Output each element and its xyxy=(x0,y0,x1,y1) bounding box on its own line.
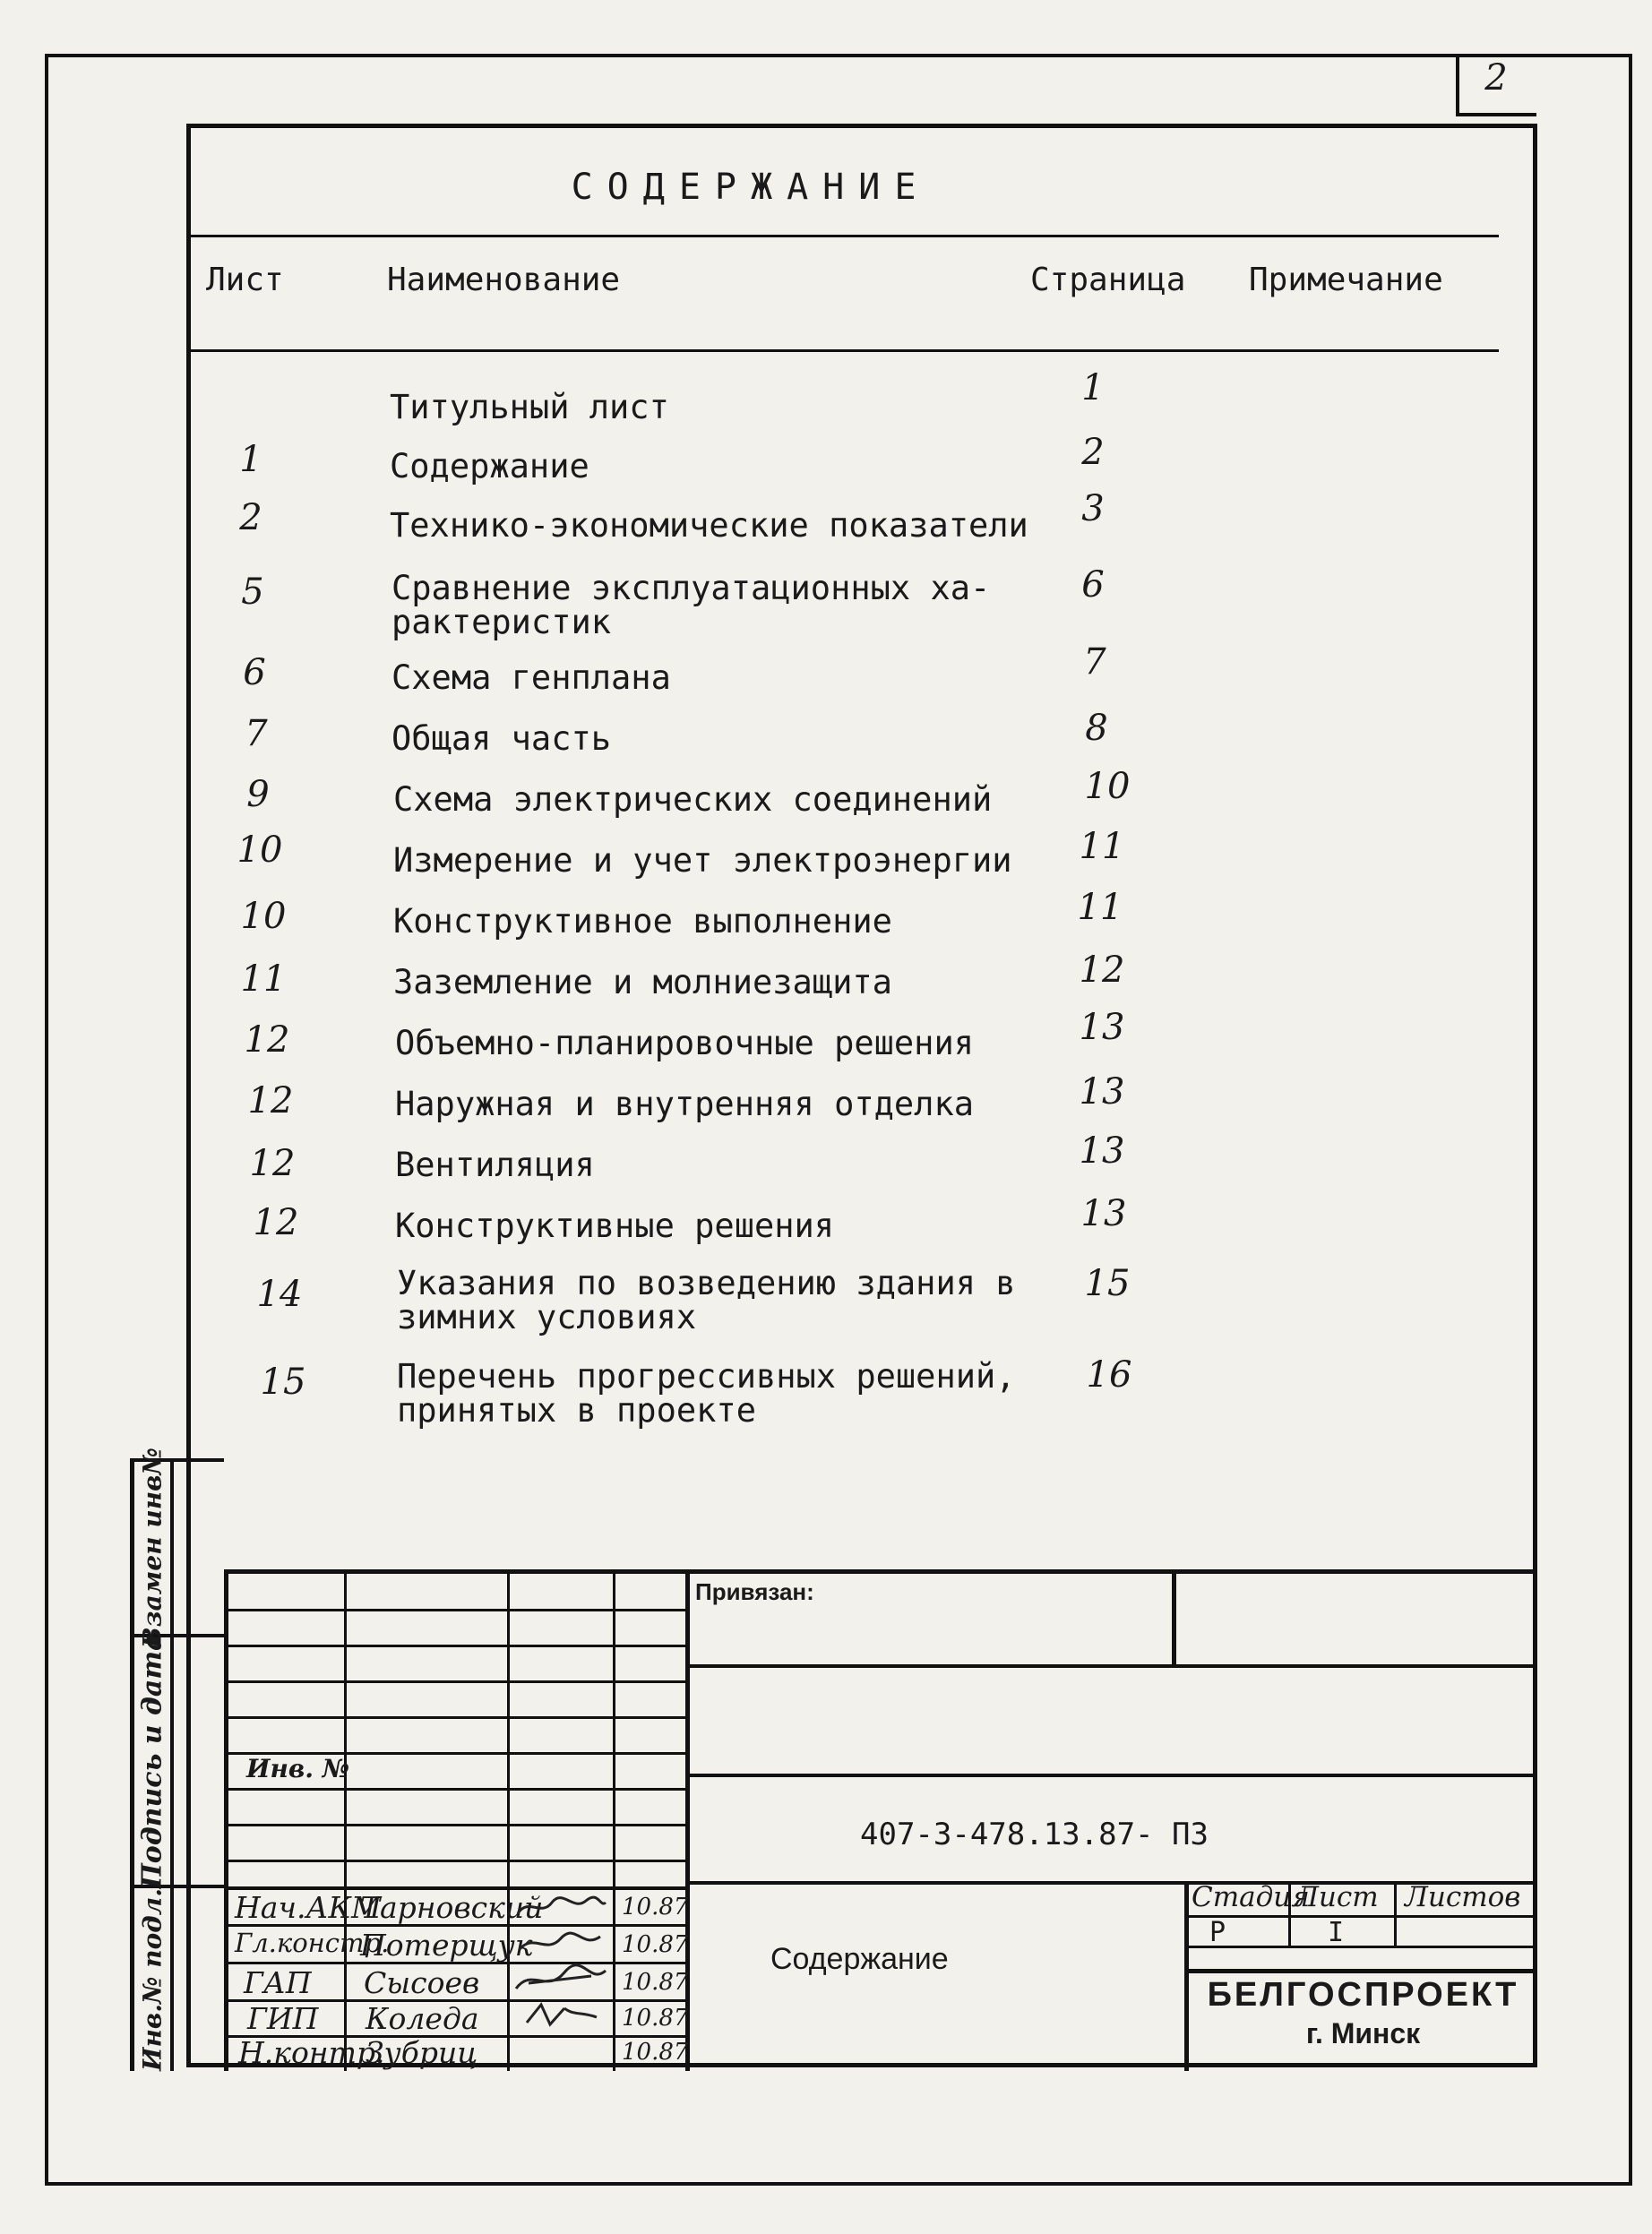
toc-sheet-number: 11 xyxy=(240,958,287,1000)
toc-entry-name: Содержание xyxy=(390,447,589,485)
toc-sheet-number: 10 xyxy=(240,896,287,937)
signature-date: 10.87 xyxy=(622,2005,689,2032)
stage-label: Стадия xyxy=(1192,1881,1310,1913)
toc-page-number: 13 xyxy=(1079,1007,1125,1048)
toc-sheet-number: 7 xyxy=(245,713,268,754)
toc-page-number: 13 xyxy=(1079,1130,1125,1172)
sheet-label: Лист xyxy=(1295,1881,1379,1913)
toc-sheet-number: 2 xyxy=(239,497,262,538)
toc-page-number: 11 xyxy=(1077,887,1123,928)
toc-entry-name: Заземление и молниезащита xyxy=(393,963,892,1001)
organization-city: г. Минск xyxy=(1305,2017,1421,2049)
toc-entry-name: Сравнение эксплуатационных ха- рактеристик xyxy=(391,569,991,641)
toc-entry-name: Конструктивное выполнение xyxy=(393,902,892,941)
toc-sheet-number: 12 xyxy=(249,1143,296,1184)
column-header-name: Наименование xyxy=(387,262,621,298)
toc-sheet-number: 9 xyxy=(246,774,270,815)
sheet-name: Содержание xyxy=(770,1942,949,1976)
sheet-value: I xyxy=(1328,1917,1345,1948)
toc-entry-name: Объемно-планировочные решения xyxy=(395,1024,975,1062)
toc-entry-name: Схема генплана xyxy=(391,658,671,697)
toc-entry-name: Схема электрических соединений xyxy=(393,780,993,819)
toc-sheet-number: 15 xyxy=(260,1362,306,1403)
signature-date: 10.87 xyxy=(622,1894,689,1920)
title-divider xyxy=(191,235,1499,237)
page-number: 2 xyxy=(1484,57,1508,99)
toc-entry-name: Указания по возведению здания в зимних условиях xyxy=(397,1264,1016,1336)
toc-entry-name: Титульный лист xyxy=(390,388,669,426)
signature-role: Нач.АКМ xyxy=(235,1890,382,1925)
toc-entry-name: Технико-экономические показатели xyxy=(390,506,1028,545)
toc-sheet-number: 6 xyxy=(243,652,266,693)
signature-name: Тарновский xyxy=(360,1890,544,1925)
attached-label: Привязан: xyxy=(695,1578,814,1605)
stage-value: Р xyxy=(1209,1917,1226,1948)
inventory-original-label: Инв.№ подл. xyxy=(137,1888,168,2071)
signature-name: Коледа xyxy=(366,2001,479,2036)
column-header-page: Страница xyxy=(1030,262,1186,298)
toc-sheet-number: 14 xyxy=(256,1274,303,1315)
page-title: СОДЕРЖАНИЕ xyxy=(571,167,931,208)
handwritten-signatures xyxy=(511,1890,611,2069)
toc-page-number: 12 xyxy=(1079,949,1125,991)
signature-role: Гл.констр. xyxy=(235,1928,390,1958)
document-code: 407-3-478.13.87- ПЗ xyxy=(860,1817,1209,1852)
toc-sheet-number: 1 xyxy=(239,439,262,480)
toc-page-number: 2 xyxy=(1081,432,1105,473)
toc-page-number: 6 xyxy=(1081,564,1105,606)
toc-entry-name: Наружная и внутренняя отделка xyxy=(395,1085,975,1123)
signature-date: 10.87 xyxy=(622,1931,689,1958)
signature-name: Сысоев xyxy=(364,1965,480,2000)
signature-role: Н.контр. xyxy=(238,2035,385,2070)
organization-name: БЕЛГОСПРОЕКТ xyxy=(1207,1976,1519,2014)
column-header-note: Примечание xyxy=(1249,262,1443,298)
toc-page-number: 16 xyxy=(1086,1354,1132,1396)
toc-page-number: 13 xyxy=(1079,1071,1125,1113)
toc-sheet-number: 5 xyxy=(241,571,264,613)
signature-role: ГАП xyxy=(244,1965,312,2000)
toc-entry-name: Вентиляция xyxy=(395,1146,595,1184)
toc-page-number: 1 xyxy=(1081,367,1105,408)
toc-entry-name: Измерение и учет электроэнергии xyxy=(393,841,1012,880)
column-header-sheet: Лист xyxy=(206,262,284,298)
toc-sheet-number: 12 xyxy=(247,1080,294,1121)
signature-date: 10.87 xyxy=(622,2039,689,2066)
toc-sheet-number: 12 xyxy=(253,1202,299,1243)
toc-page-number: 8 xyxy=(1085,708,1108,749)
toc-entry-name: Общая часть xyxy=(391,719,612,758)
signature-name: Потерщук xyxy=(360,1928,533,1963)
header-divider xyxy=(191,349,1499,352)
toc-sheet-number: 10 xyxy=(237,829,283,871)
toc-page-number: 10 xyxy=(1084,766,1131,807)
signature-role: ГИП xyxy=(247,2001,319,2036)
toc-page-number: 15 xyxy=(1084,1263,1131,1304)
toc-page-number: 11 xyxy=(1079,826,1125,867)
signature-name: Зубриц xyxy=(366,2035,478,2070)
toc-sheet-number: 12 xyxy=(244,1019,290,1061)
inventory-number-label: Инв. № xyxy=(246,1754,350,1783)
replace-inventory-label: Взамен инв№ xyxy=(137,1448,168,1648)
toc-entry-name: Конструктивные решения xyxy=(395,1207,835,1245)
sheets-label: Листов xyxy=(1405,1881,1521,1913)
toc-page-number: 3 xyxy=(1081,488,1105,529)
signature-date-label: Подпись и дата xyxy=(136,1633,168,1889)
toc-page-number: 13 xyxy=(1080,1193,1127,1234)
toc-page-number: 7 xyxy=(1083,641,1106,683)
signature-date: 10.87 xyxy=(622,1969,689,1996)
toc-entry-name: Перечень прогрессивных решений, принятых в проекте xyxy=(397,1357,1016,1430)
